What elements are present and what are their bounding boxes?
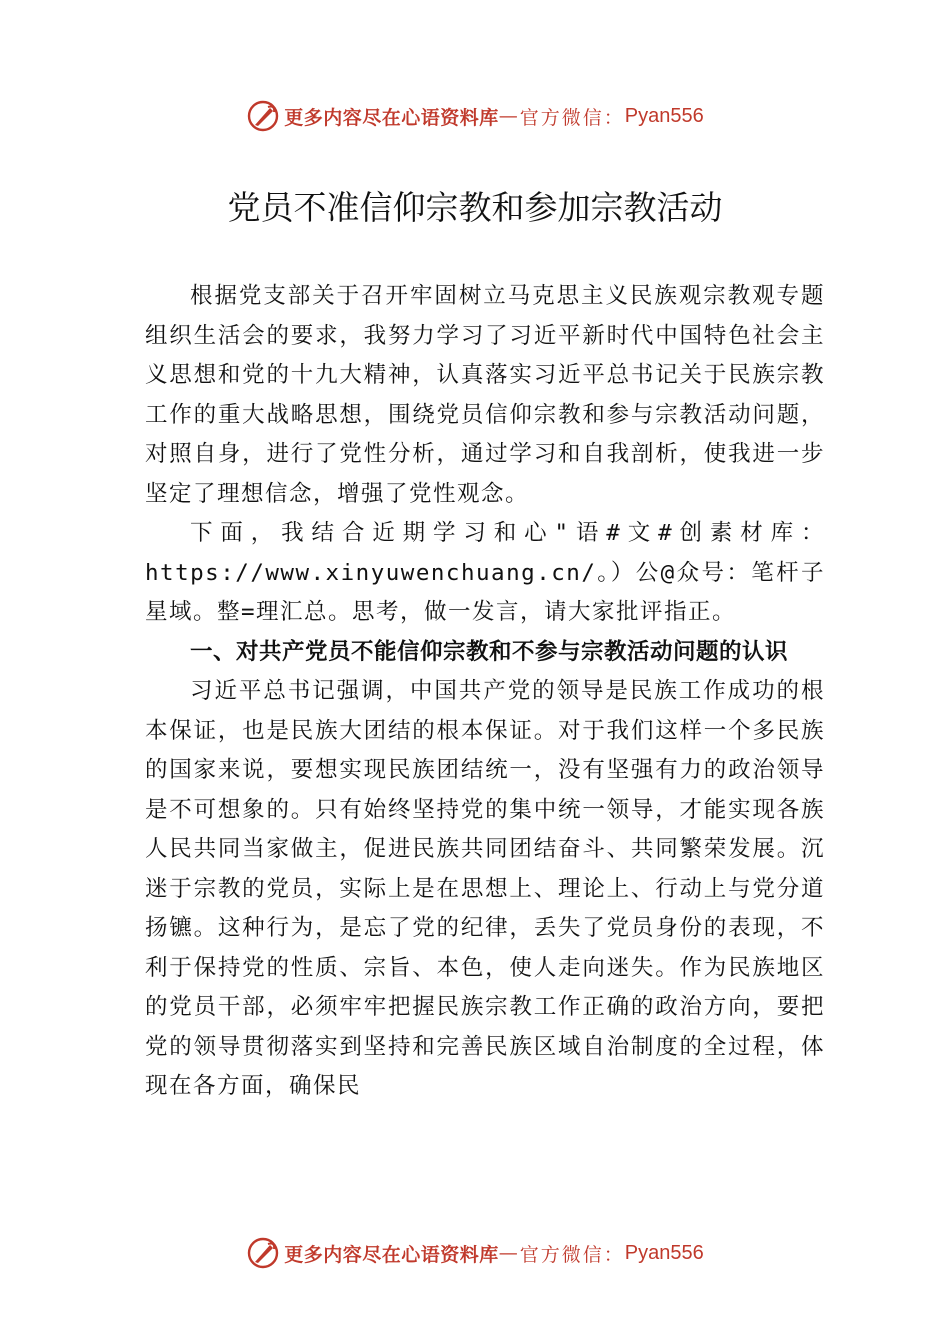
footer-banner xyxy=(0,1233,950,1273)
header-banner xyxy=(0,96,950,136)
quill-seal-icon xyxy=(246,1236,280,1270)
section-heading: 一、对共产党员不能信仰宗教和不参与宗教活动问题的认识 xyxy=(190,638,789,665)
banner-wechat-id: Pyan556 xyxy=(624,104,704,127)
intro-paragraph: 下面，我结合近期学习和心"语#文#创素材库：https://www.xinyuwenchuang.cn/。）公@众号：笔杆子星域。整=理汇总。思考，做一发言，请大家批评指正。 xyxy=(145,520,825,625)
section-paragraph: 习近平总书记强调，中国共产党的领导是民族工作成功的根本保证，也是民族大团结的根本保证。对于我们这样一个多民族的国家来说，要想实现民族团结统一，没有坚强有力的政治领导是不可想象的。只有始终坚持党的集中统一领导，才能实现各族人民共同当家做主，促进民族共同团结奋斗、共同繁荣发展。沉迷于宗教的党员，实际上是在思想上、理论上、行动上与党分道扬镳。这种行为，是忘了党的纪律，丢失了党员身份的表现，不利于保持党的性质、宗旨、本色，使人走向迷失。作为民族地区的党员干部，必须牢牢把握民族宗教工作正确的政治方向，要把党的领导贯彻落实到坚持和完善民族区域自治制度的全过程，体现在各方面，确保民 xyxy=(145,678,825,1099)
banner-dash: — xyxy=(498,1242,520,1264)
banner-label: 官方微信： xyxy=(519,106,625,129)
document-body xyxy=(145,277,825,1107)
banner-dash: — xyxy=(498,105,520,127)
quill-seal-icon xyxy=(246,99,280,133)
banner-wechat-id: Pyan556 xyxy=(624,1241,704,1264)
banner-text: 更多内容尽在心语资料库 xyxy=(284,1243,499,1266)
banner-label: 官方微信： xyxy=(519,1243,625,1266)
intro-paragraph: 根据党支部关于召开牢固树立马克思主义民族观宗教观专题组织生活会的要求，我努力学习了习近平新时代中国特色社会主义思想和党的十九大精神，认真落实习近平总书记关于民族宗教工作的重大战略思想，围绕党员信仰宗教和参与宗教活动问题，对照自身，进行了党性分析，通过学习和自我剖析，使我进一步坚定了理想信念，增强了党性观念。 xyxy=(145,283,825,507)
document-title: 党员不准信仰宗教和参加宗教活动 xyxy=(227,188,723,227)
banner-text: 更多内容尽在心语资料库 xyxy=(284,106,499,129)
